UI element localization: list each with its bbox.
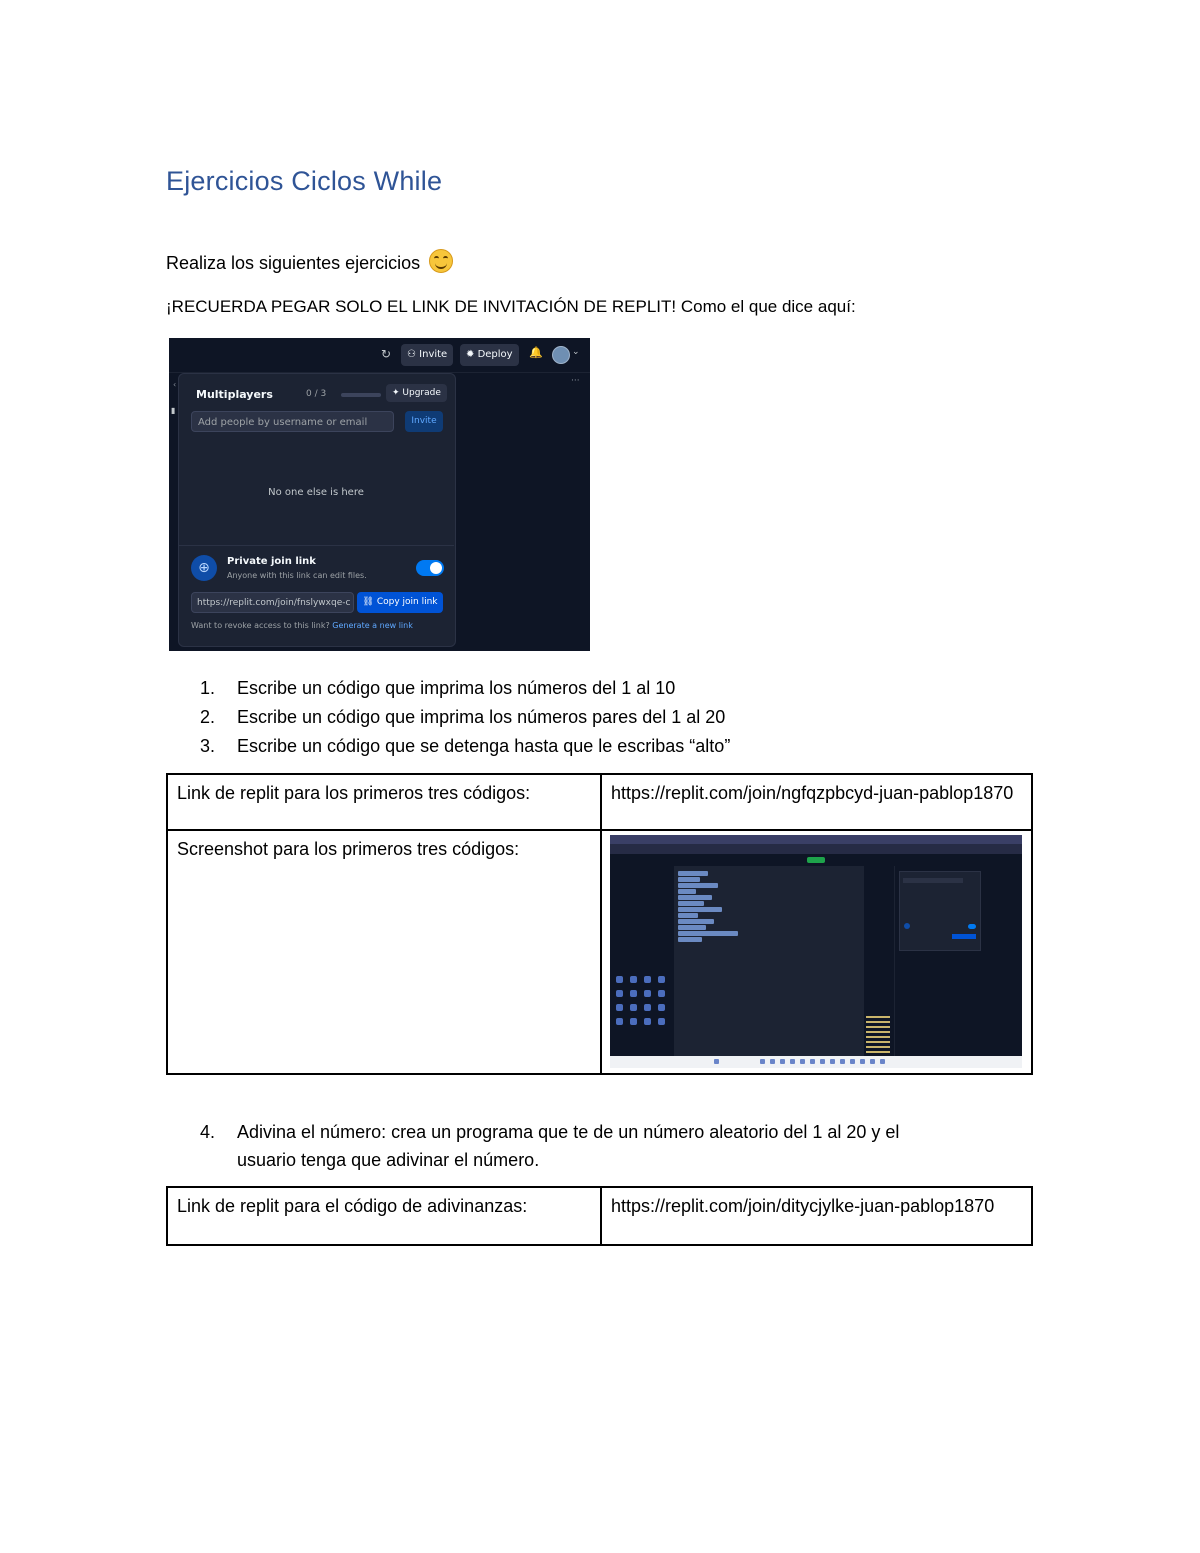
list-text: Escribe un código que imprima los números pares del 1 al 20 [237, 707, 726, 727]
revoke-footnote [191, 621, 413, 630]
copy-join-link-label: Copy join link [376, 597, 438, 607]
panel-edge-icon: ‹ [173, 380, 177, 389]
ide-run-button [807, 857, 825, 863]
private-link-toggle [416, 560, 444, 576]
generate-link: Generate a new link [332, 621, 413, 630]
private-link-subtitle: Anyone with this link can edit files. [227, 571, 367, 580]
table-row [167, 774, 1032, 830]
multiplayers-usage-bar [341, 393, 381, 397]
copy-join-link-button [357, 592, 443, 613]
table-cell-label: Link de replit para el código de adivinanzas: [167, 1187, 601, 1245]
avatar [552, 346, 570, 364]
private-link-title: Private join link [227, 556, 316, 567]
page-title: Ejercicios Ciclos While [166, 166, 443, 196]
smiling-face-icon [429, 249, 453, 273]
reminder-text: ¡RECUERDA PEGAR SOLO EL LINK DE INVITACIÓN DE REPLIT! Como el que dice aquí: [166, 297, 856, 316]
exercise-4-line-1: Adivina el número: crea un programa que te de un número aleatorio del 1 al 20 y el [237, 1122, 900, 1142]
screenshot-topbar [169, 338, 590, 373]
list-number: 3. [200, 736, 216, 756]
screenshot-invite-button [401, 344, 453, 366]
screenshot-deploy-label: Deploy [477, 349, 513, 360]
table-row [167, 1187, 1032, 1245]
sparkle-icon: ✦ [392, 388, 400, 398]
list-text: Escribe un código que se detenga hasta que le escribas “alto” [237, 736, 731, 756]
screenshot-deploy-button [460, 344, 519, 366]
globe-icon: ⊕ [191, 555, 217, 581]
intro-label: Realiza los siguientes ejercicios [166, 253, 421, 273]
ide-address-bar [610, 844, 1022, 854]
upgrade-label: Upgrade [402, 388, 441, 398]
intro-text [166, 249, 453, 274]
exercise-4-text [237, 1118, 1017, 1174]
ide-multiplayer-popup [899, 871, 981, 951]
links-table [166, 773, 1033, 1075]
list-number: 1. [200, 678, 216, 698]
divider [179, 545, 454, 546]
footnote-text: Want to revoke access to this link? [191, 621, 330, 630]
table-cell-link: https://replit.com/join/ngfqzpbcyd-juan-pablop1870 [601, 774, 1032, 830]
bell-icon: 🔔 [529, 346, 543, 359]
guess-links-table [166, 1186, 1033, 1246]
table-cell-screenshot [601, 830, 1032, 1074]
replit-invite-screenshot [169, 338, 590, 651]
chevron-down-icon: ⌄ [572, 347, 580, 357]
table-cell-label: Link de replit para los primeros tres códigos: [167, 774, 601, 830]
table-cell-link: https://replit.com/join/ditycjylke-juan-pablop1870 [601, 1187, 1032, 1245]
ide-tools-grid [610, 970, 674, 1056]
screenshot-invite-label: Invite [419, 349, 448, 360]
add-people-input: Add people by username or email [191, 411, 394, 432]
multiplayers-count: 0 / 3 [306, 389, 327, 399]
panel-edge-marker-icon: ▮ [171, 406, 176, 415]
list-number: 4. [200, 1122, 216, 1142]
empty-state-text: No one else is here [268, 487, 364, 498]
list-number: 2. [200, 707, 216, 727]
upgrade-button [386, 384, 447, 402]
exercise-4-line-2: usuario tenga que adivinar el número. [237, 1150, 540, 1170]
ide-code-lines [678, 871, 738, 943]
join-url-field: https://replit.com/join/fnslywxqe-c [191, 592, 354, 613]
table-row [167, 830, 1032, 1074]
ide-browser-tabs [610, 835, 1022, 844]
ide-console [864, 866, 894, 1056]
table-cell-label: Screenshot para los primeros tres códigos: [167, 830, 601, 1074]
replit-ide-screenshot [610, 835, 1022, 1068]
person-add-icon: ⚇ [407, 349, 416, 360]
list-text: Escribe un código que imprima los números del 1 al 10 [237, 678, 676, 698]
os-taskbar [610, 1056, 1022, 1068]
multiplayers-title: Multiplayers [196, 388, 273, 401]
link-icon: ⛓ [362, 597, 374, 607]
more-icon: ··· [571, 376, 580, 386]
panel-invite-button: Invite [405, 411, 443, 432]
deploy-icon: ✹ [466, 349, 475, 360]
refresh-icon: ↻ [381, 347, 392, 361]
